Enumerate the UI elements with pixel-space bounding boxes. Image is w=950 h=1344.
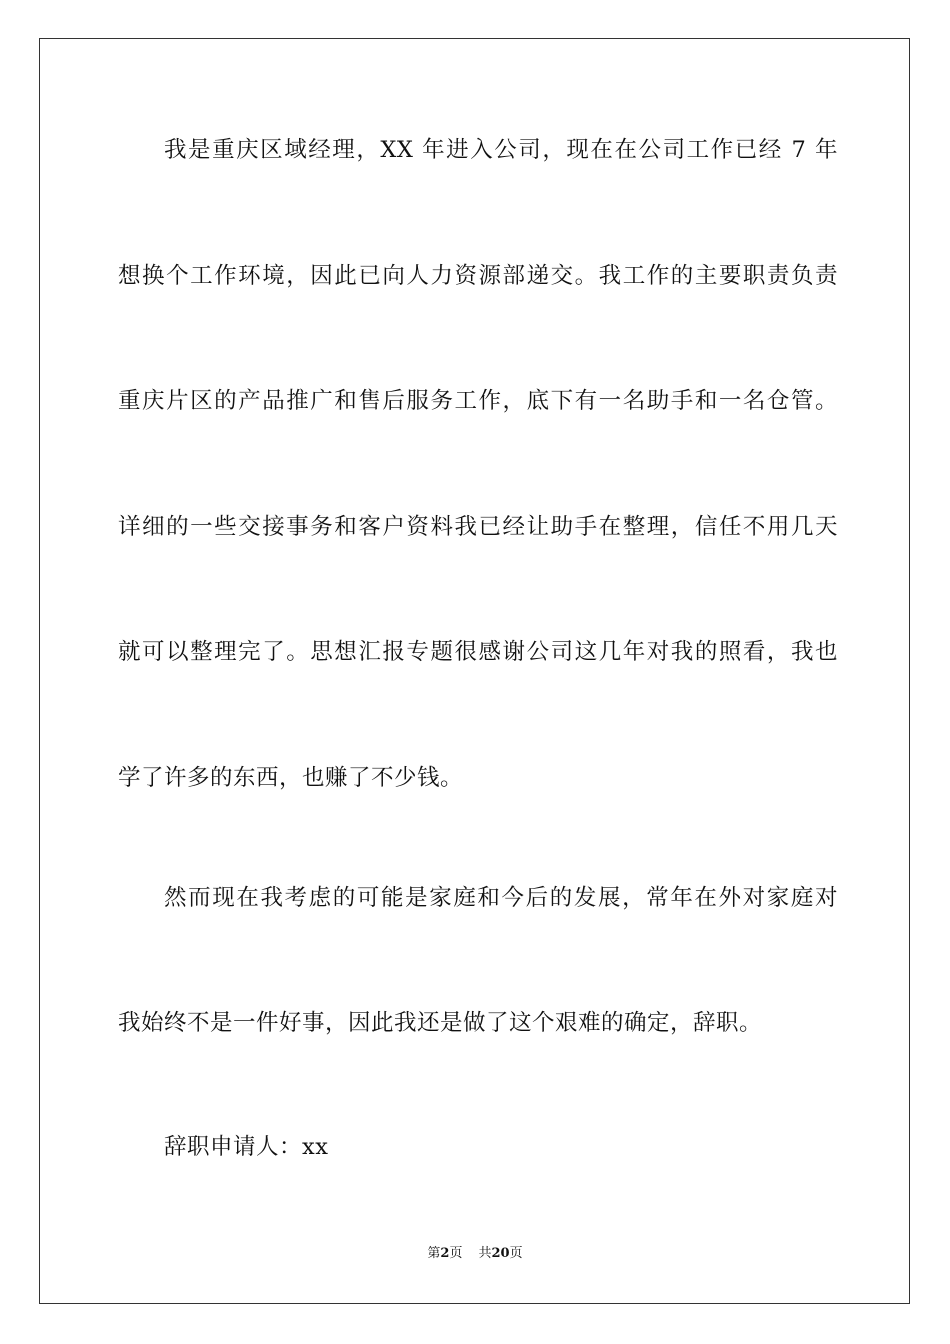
body-line: 就可以整理完了。思想汇报专题很感谢公司这几年对我的照看，我也	[118, 639, 838, 665]
page-footer	[0, 1245, 950, 1263]
body-line: 学了许多的东西，也赚了不少钱。	[118, 765, 464, 791]
body-line: 我始终不是一件好事，因此我还是做了这个艰难的确定，辞职。	[118, 1010, 763, 1036]
body-line: 详细的一些交接事务和客户资料我已经让助手在整理，信任不用几天	[118, 514, 838, 540]
total-pages: 共20页	[478, 1246, 523, 1261]
body-line: 想换个工作环境，因此已向人力资源部递交。我工作的主要职责负责	[118, 263, 838, 289]
signature-line: 辞职申请人：xx	[164, 1134, 329, 1160]
body-line: 然而现在我考虑的可能是家庭和今后的发展，常年在外对家庭对	[164, 885, 838, 911]
body-line: 重庆片区的产品推广和售后服务工作，底下有一名助手和一名仓管。	[118, 388, 838, 414]
page-number: 第2页	[427, 1246, 463, 1261]
page-frame	[39, 38, 910, 1304]
body-line: 我是重庆区域经理，XX 年进入公司，现在在公司工作已经 7 年	[164, 137, 838, 163]
